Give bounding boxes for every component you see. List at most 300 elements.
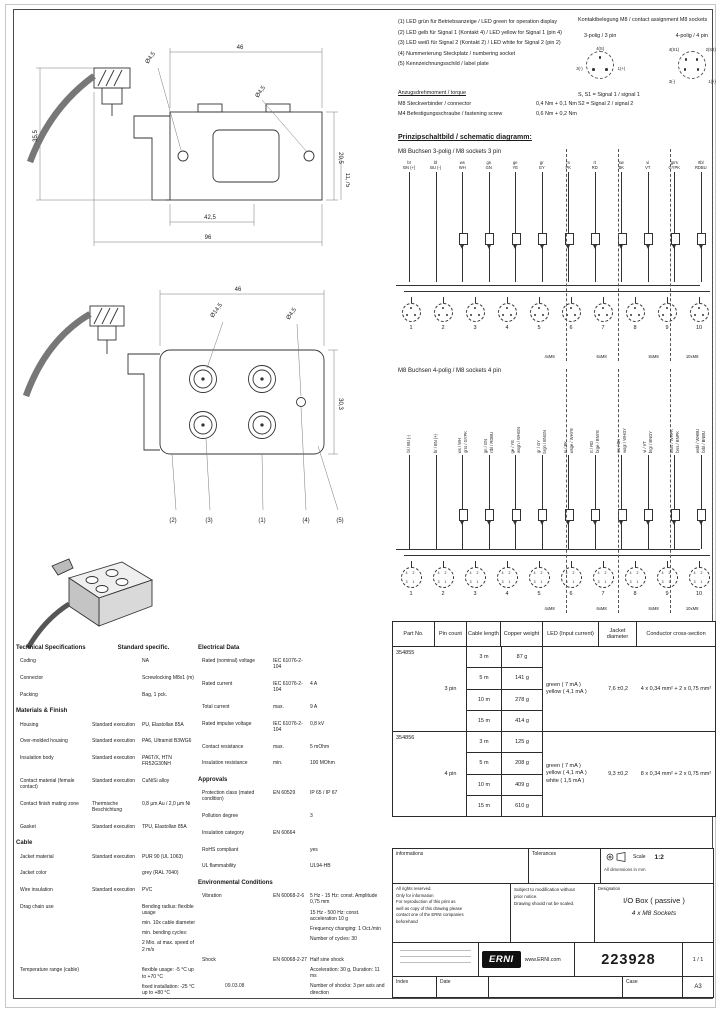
- index-label: Index: [393, 977, 437, 997]
- socket-number: 2: [441, 324, 445, 331]
- jacket-diameter-cell: 7,6 ±0,2: [608, 686, 628, 692]
- wire-color-1: gn / GN: [483, 438, 489, 453]
- socket-number: 5: [537, 324, 541, 331]
- note-line: (4) Nummerierung Steckplatz / numbering socket: [398, 50, 516, 57]
- torque-value: 0,6 Nm + 0,2 Nm: [536, 110, 577, 117]
- wire-color-1: vi / VT: [642, 441, 648, 453]
- column-header: Conductor cross-section: [646, 630, 706, 637]
- spec-value-line: Number of cycles: 30: [310, 936, 357, 943]
- wire-line: [674, 455, 675, 549]
- spec-row: Insulation body Standard execution PA6T/X, HTN FR52G30NH: [20, 754, 172, 768]
- spec-value-line: fixed installation: -25 °C up to +80 °C: [142, 983, 195, 996]
- wire-color-de: ge: [512, 160, 518, 165]
- wire-column: [529, 161, 556, 361]
- legal-line: contact one of the ERNI companies: [396, 912, 464, 918]
- cable-length: 15 m: [467, 711, 502, 731]
- dimension-label: Ø14,5: [209, 302, 225, 320]
- wire-column: [685, 160, 715, 361]
- wire-color-iec: PK: [565, 164, 571, 170]
- spec-row: Temperature range (cable) flexible usage: -5 °C up to +70 °C fixed installation: -25 °C up to +80 °C: [20, 967, 195, 996]
- socket-pins-top: 4 2: [597, 571, 609, 575]
- part-number-cell: 354856: [396, 735, 415, 741]
- spec-row: Insulation resistance min. 100 MOhm: [202, 760, 335, 767]
- column-header: Part No.: [393, 622, 435, 646]
- wire-color-de: gn: [486, 160, 492, 165]
- socket-number: 4: [505, 590, 509, 597]
- led-symbol: [512, 233, 521, 245]
- dimension-lines: [160, 290, 338, 510]
- variant-label: 8xM8: [648, 606, 659, 611]
- socket-pins-top: 4 2: [501, 571, 513, 575]
- column-header: Cable length: [467, 622, 501, 646]
- wire-color-1: br / BN (+): [432, 434, 438, 453]
- wire-line: [436, 172, 437, 282]
- note-line: (2) LED gelb für Signal 1 (Kontakt 4) / LED yellow for Signal 1 (pin 4): [398, 29, 562, 36]
- spec-row: Jacket color grey (RAL 7040): [20, 870, 179, 877]
- socket-number: 1: [409, 590, 413, 597]
- copper-weight: 278 g: [515, 696, 529, 703]
- spec-value-line: 15 Hz - 500 Hz: const. acceleration 10 g: [310, 909, 360, 922]
- spec-value-line: min. 10x cable diameter: [142, 920, 196, 927]
- socket-face-3pin: [498, 303, 517, 322]
- socket-pins-bottom: 3 1: [693, 580, 705, 584]
- spec-value-line: Number of shocks: 3 per axis and direction: [310, 983, 385, 996]
- copper-weight: 208 g: [515, 760, 529, 767]
- drawing-subtitle: 4 x M8 Sockets: [631, 910, 677, 917]
- socket-column: [686, 297, 712, 331]
- spec-row: Wire insulation Standard execution PVC: [20, 886, 153, 893]
- wire-column: [635, 161, 662, 361]
- wire-color-iec: YE: [512, 164, 518, 170]
- spec-value-line: min. bending cycles:: [142, 930, 188, 937]
- designation-label: Designation: [598, 886, 621, 891]
- variant-label: 10xM8: [685, 354, 699, 359]
- contact-assignment-title: Kontaktbelegung M8 / contact assignment M8 sockets: [578, 17, 708, 23]
- cable-length: 3 m: [467, 647, 502, 667]
- socket-column: [430, 297, 456, 331]
- spec-row: Rated (nominal) voltage IEC 61076-2-104: [202, 658, 303, 671]
- cable-row: [467, 732, 542, 753]
- side-view-outline: [30, 68, 322, 200]
- socket-column: [526, 561, 552, 597]
- spec-value-line: 2 Mio. at max. speed of 2 m/s: [142, 940, 194, 953]
- cable-length: 10 m: [467, 690, 502, 710]
- drawing-title: I/O Box ( passive ): [623, 896, 685, 905]
- socket-column: [526, 297, 552, 331]
- m8-face-3pin: [576, 46, 626, 79]
- socket-pins-top: 4 2: [629, 571, 641, 575]
- wire-color-iec: WH: [458, 164, 466, 170]
- cable-row: [467, 753, 542, 774]
- pin-count-cell: 3 pin: [435, 647, 467, 731]
- pin-label: 3(-): [576, 66, 583, 71]
- wire-color-2: wsgr / WHGY: [621, 428, 627, 453]
- electrical-approvals-environment: [198, 645, 386, 1010]
- bus-line-plus: [396, 549, 700, 550]
- wire-line: [648, 455, 649, 549]
- socket-number: 1: [409, 324, 413, 331]
- torque-row: [398, 110, 594, 120]
- copper-weight: 409 g: [515, 781, 529, 788]
- spec-row: Gasket Standard execution TPU, Elastollan 85A: [20, 823, 187, 830]
- socket-face-4pin: [561, 567, 582, 588]
- socket-column: [654, 297, 680, 331]
- spec-row: Over-molded housing Standard execution PA6, Ultramid B3WG6: [20, 738, 192, 745]
- electrical-header: Electrical Data: [198, 645, 240, 651]
- led-current-line: green ( 7 mA ): [546, 681, 581, 688]
- wire-line: [674, 172, 675, 282]
- wire-line: [515, 172, 516, 282]
- socket-number: 10: [695, 590, 703, 597]
- spec-row: Vibration EN 60068-2-6 5 Hz - 15 Hz: const. Amplitude 0,75 mm 15 Hz - 500 Hz: const. acceleration 10 g Frequency changing: 1 Oct./min Number of cycles: 30: [198, 893, 386, 946]
- wire-color-2: brgr / BNGY: [648, 430, 654, 453]
- socket-number: 3: [473, 324, 477, 331]
- torque-section: [398, 90, 594, 119]
- socket-column: [558, 561, 584, 597]
- led-current-line: yellow ( 4,1 mA ): [546, 770, 587, 777]
- wire-color-de: bl: [434, 160, 438, 165]
- variant-label: 6xM8: [596, 606, 607, 611]
- dimension-label: 11,75: [344, 172, 350, 188]
- spec-row: Jacket material Standard execution PUR 90 (UL 1063): [20, 853, 183, 860]
- wire-color-2: grrs / GYPK: [462, 431, 468, 453]
- variant-label: 4xM8: [544, 606, 555, 611]
- callout-label: (5): [336, 518, 344, 524]
- column-header: LED (Input current): [543, 622, 599, 646]
- pin-label: 1(+): [708, 79, 716, 84]
- mounting-hole: [304, 151, 314, 161]
- wire-color-2: brrs / BNPK: [674, 431, 680, 453]
- pin-label: 3(-): [668, 79, 676, 84]
- torque-item: M8 Steckverbinder / connector: [398, 101, 472, 107]
- informations-cell: informations: [393, 849, 529, 883]
- socket-pins-top: 4 2: [533, 571, 545, 575]
- wire-line: [409, 172, 410, 282]
- schematic-subtitle-3pin: M8 Buchsen 3-polig / M8 sockets 3 pin: [398, 149, 502, 155]
- product-isometric-drawing: [14, 540, 164, 660]
- wire-line: [542, 455, 543, 549]
- socket-pins-top: 4 2: [437, 571, 449, 575]
- wire-color-1: ws / WH: [456, 437, 462, 453]
- socket-number: 7: [601, 590, 605, 597]
- socket-pins-bottom: 3 1: [405, 580, 417, 584]
- m8-face-4pin: [668, 47, 716, 84]
- led-symbol: [512, 509, 521, 521]
- socket-pins-bottom: 3 1: [469, 580, 481, 584]
- dimension-labels: [169, 287, 343, 524]
- specs-title: Technical Specifications: [16, 645, 86, 651]
- wire-color-2: brgn / BNGN: [542, 429, 548, 453]
- spec-row: Rated current IEC 61076-2-104 4 A: [202, 681, 318, 694]
- case-label: Case: [623, 977, 683, 997]
- spec-row: Contact resistance max. 5 mOhm: [202, 743, 330, 750]
- website-text: www.ERNI.com: [524, 956, 561, 963]
- wire-line: [489, 455, 490, 549]
- wire-color-de: rtbl: [697, 160, 704, 165]
- wire-column: [449, 161, 476, 361]
- wire-color-1: ge / YE: [509, 439, 515, 453]
- spec-value-line: Half sine shock: [310, 956, 344, 963]
- socket-number: 5: [537, 590, 541, 597]
- dimension-label: 46: [236, 45, 244, 51]
- designation-cell: [595, 884, 713, 942]
- wire-line: [568, 172, 569, 282]
- spec-row: Pollution degree 3: [202, 813, 313, 820]
- fine-print-lines: [393, 943, 479, 976]
- cable-length: 5 m: [467, 668, 502, 688]
- led-symbol: [618, 233, 627, 245]
- led-symbol: [591, 509, 600, 521]
- cable-row: [467, 711, 542, 731]
- wire-line: [701, 172, 702, 282]
- led-symbol: [459, 509, 468, 521]
- conductor-cell: 8 x 0,34 mm² + 2 x 0,75 mm²: [640, 770, 712, 777]
- bus-line-minus: [404, 555, 710, 556]
- wire-line: [701, 455, 702, 549]
- wire-color-2: brbl / BNBU: [701, 431, 707, 453]
- cable-length: 10 m: [467, 775, 502, 795]
- note-line: (5) Kennzeichnungsschild / label plate: [398, 61, 489, 68]
- wire-line: [542, 172, 543, 282]
- socket-face-3pin: [594, 303, 613, 322]
- cable-length: 5 m: [467, 753, 502, 773]
- dimension-label: Ø4,5: [254, 85, 268, 100]
- legal-line: well as copy of this drawing please: [396, 905, 463, 911]
- legal-line: Only for information: [396, 892, 434, 898]
- schematic-title: Prinzipschaltbild / schematic diagramm:: [398, 134, 532, 141]
- socket-face-3pin: [530, 303, 549, 322]
- sheet-number: 1 / 1: [692, 956, 704, 963]
- wire-line: [436, 455, 437, 549]
- socket-column: [590, 561, 616, 597]
- company-logo-cell: [479, 943, 575, 976]
- spec-row: Housing Standard execution PU, Elastollan 85A: [20, 721, 184, 728]
- socket-face-3pin: [658, 303, 677, 322]
- wire-color-1: rt / RD: [589, 441, 595, 453]
- wire-line: [462, 455, 463, 549]
- led-symbol: [485, 509, 494, 521]
- socket-face-4pin: [593, 567, 614, 588]
- socket-column: [558, 297, 584, 331]
- label-plate-hole: [297, 398, 306, 407]
- dimension-label: 42,5: [204, 215, 216, 221]
- socket-number: 9: [665, 324, 669, 331]
- led-symbol: [671, 509, 680, 521]
- note-line: (1) LED grün für Betriebsanzeige / LED green for operation display: [398, 19, 558, 25]
- socket-face-4pin: [529, 567, 550, 588]
- led-symbol: [697, 233, 706, 245]
- led-symbol: [591, 233, 600, 245]
- variant-label: 4xM8: [544, 354, 555, 359]
- projection-symbol-icon: [604, 851, 628, 863]
- spec-row: Rated impulse voltage IEC 61076-2-104 0,8 kV: [202, 720, 325, 733]
- wire-column: [396, 161, 423, 361]
- format-label: A3: [694, 984, 702, 990]
- date-label: Date: [437, 977, 489, 997]
- led-symbol: [644, 233, 653, 245]
- wire-color-de: sw: [618, 160, 624, 165]
- spec-value-line: 5 Hz - 15 Hz: const. Amplitude 0,75 mm: [310, 893, 378, 906]
- dimension-label: Ø4,5: [144, 51, 158, 66]
- socket-pins-bottom: 3 1: [661, 580, 673, 584]
- wire-line: [409, 455, 410, 549]
- bus-line-minus: [404, 291, 710, 292]
- specs-subtitle: Standard specific.: [117, 645, 170, 651]
- cable-row: [467, 775, 542, 796]
- note-line: (3) LED weiß für Signal 2 (Kontakt 2) / LED white for Signal 2 (pin 2): [398, 40, 561, 47]
- wire-line: [568, 455, 569, 549]
- wire-color-2: rtbl / RDBU: [489, 432, 495, 453]
- spec-row: Shock EN 60068-2-27 Half sine shock Acceleration: 30 g, Duration: 11 ms Number of shocks: 3 per axis and direction: [202, 956, 385, 996]
- socket-number: 4: [505, 324, 509, 331]
- torque-value: 0,4 Nm + 0,1 Nm: [536, 101, 577, 107]
- wire-color-de: ws: [459, 160, 465, 165]
- wire-color-2: brge / BNYE: [595, 430, 601, 453]
- socket-column: [430, 561, 456, 597]
- socket-column: [462, 561, 488, 597]
- dimension-label: 35,5: [33, 130, 39, 142]
- signal-legend: [578, 91, 714, 108]
- scale-label: Scale: [633, 854, 646, 860]
- wire-color-iec: GYPK: [668, 164, 680, 170]
- pin-diagram-4pin: [668, 33, 716, 84]
- contact-assignment-section: [578, 17, 714, 108]
- wire-color-1: rs / PK: [562, 440, 568, 453]
- led-symbol: [459, 233, 468, 245]
- socket-number: 2: [441, 590, 445, 597]
- spec-row: Protection class (mated condition) EN 60529 IP 65 / IP 67: [202, 790, 338, 803]
- socket-number: 8: [633, 590, 637, 597]
- legal-line: All rights reserved.: [396, 886, 432, 891]
- socket-pins-top: 4 2: [661, 571, 673, 575]
- torque-item: M4 Befestigungsschraube / fastening screw: [398, 110, 503, 117]
- column-header: Pin count: [435, 622, 467, 646]
- led-symbol: [644, 509, 653, 521]
- socket-pins-top: 4 2: [405, 571, 417, 575]
- cable-row: [467, 668, 542, 689]
- socket-number: 3: [473, 590, 477, 597]
- variant-label: 10xM8: [685, 606, 699, 611]
- socket-number: 10: [695, 324, 703, 331]
- socket-face-3pin: [402, 303, 421, 322]
- led-symbol: [538, 509, 547, 521]
- spec-value-line: flexible usage: -5 °C up to +70 °C: [142, 967, 194, 980]
- wire-line: [489, 172, 490, 282]
- socket-face-4pin: [497, 567, 518, 588]
- socket-column: [494, 297, 520, 331]
- wire-color-iec: BN (+): [403, 164, 416, 170]
- copper-weight: 141 g: [515, 675, 529, 682]
- socket-column: [590, 297, 616, 331]
- schematic-3pin: [396, 161, 714, 361]
- wire-color-iec: BK: [618, 164, 624, 170]
- wire-color-de: br: [407, 160, 412, 165]
- led-current-line: white ( 1,5 mA ): [546, 777, 585, 784]
- legal-line: For reproduction of this print as: [396, 899, 456, 905]
- socket-pins-top: 4 2: [469, 571, 481, 575]
- wire-line: [595, 455, 596, 549]
- cable-header: Cable: [16, 840, 33, 847]
- socket-pins-bottom: 3 1: [437, 580, 449, 584]
- cable-length: 3 m: [467, 732, 502, 752]
- spec-row: Packing Bag, 1 pck.: [20, 691, 168, 698]
- led-symbol: [697, 509, 706, 521]
- callout-label: (4): [302, 518, 310, 524]
- socket-pins-top: 4 2: [693, 571, 705, 575]
- spec-value-line: Frequency changing: 1 Oct./min: [310, 925, 381, 932]
- cable: [30, 76, 94, 162]
- scale-cell: [601, 849, 713, 883]
- wire-color-1: wsrs / WHPK: [668, 428, 674, 453]
- dimension-drawing-top-view: [10, 276, 350, 538]
- torque-title: Anzugsdrehmoment / torque: [398, 90, 467, 96]
- jacket-diameter-cell: 9,3 ±0,2: [608, 771, 628, 777]
- wire-color-de: grrs: [670, 160, 678, 165]
- callout-label: (2): [169, 518, 177, 524]
- copper-weight: 414 g: [515, 717, 529, 724]
- led-current-line: yellow ( 4,1 mA ): [546, 689, 587, 695]
- torque-row: [398, 100, 594, 110]
- pin-label: 4(S1): [668, 47, 680, 52]
- wire-color-de: rs: [566, 160, 570, 165]
- wire-line: [648, 172, 649, 282]
- dimension-label: 20,5: [337, 152, 343, 164]
- cable-length: 15 m: [467, 796, 502, 816]
- socket-column: [654, 561, 680, 597]
- socket-column: [622, 561, 648, 597]
- wire-line: [515, 455, 516, 549]
- wire-color-de: gr: [539, 160, 544, 165]
- socket-number: 9: [665, 590, 669, 597]
- variant-separator: [596, 149, 619, 361]
- spec-row: Connector Screwlocking M8x1 (m): [20, 674, 194, 681]
- copper-weight: 125 g: [515, 739, 529, 746]
- pin-count-cell: 4 pin: [435, 732, 467, 816]
- dimension-label: 30,3: [337, 398, 343, 410]
- table-header-row: [393, 622, 715, 647]
- tolerances-cell: Tolerances: [529, 849, 601, 883]
- socket-face-3pin: [626, 303, 645, 322]
- top-view-outline: [26, 306, 324, 454]
- socket-number: 7: [601, 324, 605, 331]
- socket-column: [686, 561, 712, 597]
- spec-row: Contact finish mating zone Thermische Beschichtung 0,8 µm Au / 2,0 µm Ni: [20, 800, 191, 813]
- socket-column: [398, 297, 424, 331]
- socket-face-3pin: [466, 303, 485, 322]
- cable: [26, 314, 90, 396]
- wire-line: [621, 455, 622, 549]
- dimension-lines: [36, 48, 341, 246]
- led-symbol: [485, 233, 494, 245]
- dimension-label: Ø4,5: [285, 307, 299, 322]
- wire-color-iec: GN: [485, 164, 492, 170]
- legal-line: beforehand: [396, 918, 418, 924]
- legal-notice: [393, 884, 511, 942]
- pin-diagram-3pin: [576, 33, 626, 79]
- pin-label: 2(S2): [705, 47, 716, 52]
- cable: [28, 604, 69, 648]
- socket-pins-bottom: 3 1: [533, 580, 545, 584]
- pin-label: 4(S): [596, 46, 605, 51]
- bus-line-plus: [396, 285, 700, 286]
- technical-specifications: [16, 645, 196, 1011]
- scale-value: 1:2: [654, 853, 664, 861]
- led-symbol: [538, 233, 547, 245]
- socket-pins-bottom: 3 1: [501, 580, 513, 584]
- column-header: Jacket diameter: [599, 622, 637, 646]
- socket-face-4pin: [401, 567, 422, 588]
- wire-color-iec: VT: [645, 164, 651, 170]
